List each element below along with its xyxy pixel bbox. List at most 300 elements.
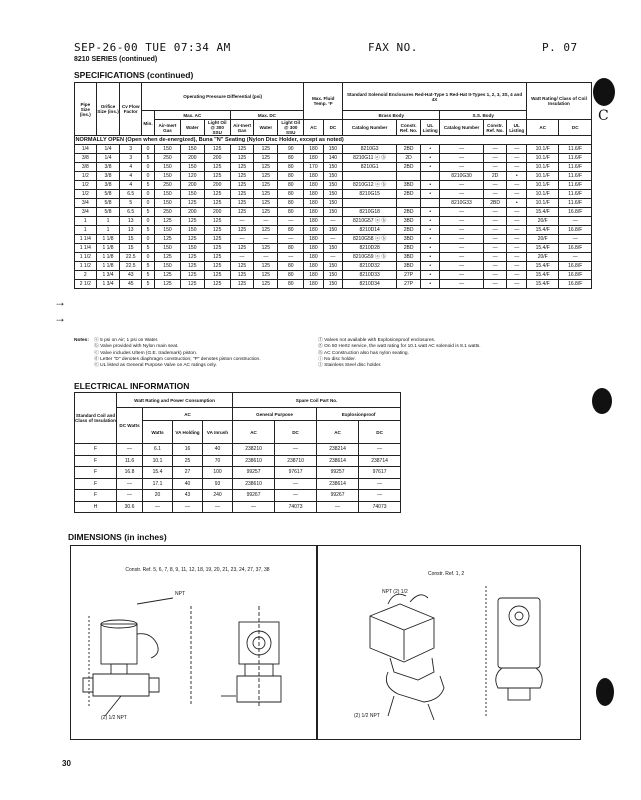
spec-cell: 20/F (526, 217, 558, 226)
col-ac-water: Water (180, 120, 204, 136)
spec-cell: 10.1/F (526, 181, 558, 190)
spec-cell: — (323, 253, 342, 262)
spec-cell: 8210D28 (343, 244, 397, 253)
spec-cell: — (254, 217, 278, 226)
spec-cell: • (420, 271, 439, 280)
spec-cell: — (440, 163, 483, 172)
elec-cell: 16 (173, 444, 203, 456)
spec-cell: 150 (180, 163, 204, 172)
spec-cell: 125 (204, 163, 230, 172)
spec-cell: 125 (230, 190, 254, 199)
spec-cell: 80 (278, 199, 304, 208)
spec-cell (420, 172, 439, 181)
spec-cell: 3 (120, 145, 142, 154)
elec-cell: 93 (203, 478, 233, 490)
elec-cell: 74073 (275, 501, 317, 513)
spec-cell: 180 (304, 244, 323, 253)
spec-cell: 3BD (397, 181, 421, 190)
spec-cell: • (507, 172, 527, 181)
spec-cell: 15.4/F (526, 280, 558, 289)
spec-cell: 180 (304, 145, 323, 154)
spec-cell: 15.4/F (526, 262, 558, 271)
spec-cell: • (420, 208, 439, 217)
spec-cell: 2 (75, 271, 97, 280)
right-dim-tag: NPT (2) 1/2 (382, 589, 408, 595)
spec-heading: SPECIFICATIONS (continued) (74, 70, 194, 80)
col-ul-listing: UL Listing (420, 120, 439, 136)
spec-cell: 15.4/F (526, 271, 558, 280)
spec-cell: 45 (120, 280, 142, 289)
spec-cell: • (420, 235, 439, 244)
spec-cell: 3BD (397, 235, 421, 244)
spec-cell: 200 (180, 154, 204, 163)
spec-cell: — (483, 244, 507, 253)
spec-cell: 125 (180, 199, 204, 208)
right-dim-label: (2) 1/2 NPT (354, 713, 380, 719)
spec-cell: 150 (180, 145, 204, 154)
spec-cell: 125 (254, 262, 278, 271)
spec-cell: 125 (254, 271, 278, 280)
spec-cell: 80 (278, 262, 304, 271)
spec-cell: 11.6/F (559, 199, 592, 208)
spec-cell: — (483, 208, 507, 217)
spec-cell: 150 (323, 244, 342, 253)
spec-cell: 20/F (526, 235, 558, 244)
spec-cell: 125 (254, 163, 278, 172)
spec-cell: 125 (204, 271, 230, 280)
note-item: ⓑ Valve provided with Nylon main seat. (94, 344, 179, 350)
elec-cell: 97617 (359, 467, 401, 479)
spec-cell: — (440, 235, 483, 244)
spec-cell: 150 (155, 199, 181, 208)
elec-cell: 238614 (317, 455, 359, 467)
spec-cell: 150 (323, 271, 342, 280)
spec-cell: 2BD (483, 199, 507, 208)
spec-cell: 3/8 (75, 154, 97, 163)
spec-cell: 6.5 (120, 190, 142, 199)
spec-cell: 125 (230, 208, 254, 217)
col-brass-body: Brass Body (343, 111, 440, 120)
spec-cell: — (440, 190, 483, 199)
spec-cell: 150 (155, 145, 181, 154)
arrow-marker-icon: → (54, 295, 66, 309)
spec-cell: 0 (142, 253, 155, 262)
spec-cell: 1 (96, 226, 120, 235)
spec-cell: 1 (75, 217, 97, 226)
spec-cell: 180 (304, 208, 323, 217)
spec-cell: 1 1/2 (75, 253, 97, 262)
elec-col-spare-coil: Spare Coil Part No. (233, 393, 401, 408)
spec-cell: 3BD (397, 262, 421, 271)
spec-cell: 150 (323, 262, 342, 271)
elec-cell: 40 (173, 478, 203, 490)
spec-cell: — (323, 235, 342, 244)
spec-cell: 1 1/8 (96, 244, 120, 253)
spec-cell: 8210G59 ⓐ ⓑ (343, 253, 397, 262)
spec-cell: — (278, 253, 304, 262)
elec-cell: 25 (173, 455, 203, 467)
spec-cell: 80 (278, 154, 304, 163)
elec-cell: 238714 (359, 455, 401, 467)
spec-cell: 11.6/F (559, 145, 592, 154)
spec-cell: 27P (397, 280, 421, 289)
spec-cell: 10.1/F (526, 145, 558, 154)
spec-cell: 125 (230, 172, 254, 181)
fax-date: SEP-26-00 TUE 07:34 AM (74, 41, 231, 54)
spec-cell: 125 (204, 262, 230, 271)
spec-row (75, 217, 592, 226)
spec-cell: 125 (204, 235, 230, 244)
page-number: 30 (62, 759, 71, 768)
spec-cell: 180 (304, 226, 323, 235)
elec-cell: 240 (203, 490, 233, 502)
spec-cell: 27P (397, 271, 421, 280)
spec-cell: — (507, 280, 527, 289)
spec-row (75, 271, 592, 280)
elec-col-gp-ac: AC (233, 421, 275, 444)
spec-cell: 180 (304, 154, 323, 163)
note-item: ⓔ UL listed as General Purpose Valve on AC ratings only. (94, 363, 217, 369)
spec-cell: — (559, 253, 592, 262)
spec-row (75, 190, 592, 199)
dimension-drawing-right (317, 545, 581, 740)
spec-cell: 5/8 (96, 208, 120, 217)
spec-cell (420, 199, 439, 208)
spec-cell: — (440, 280, 483, 289)
spec-cell: • (420, 244, 439, 253)
spec-cell: 1 (75, 226, 97, 235)
spec-cell: 3/8 (96, 181, 120, 190)
spec-cell: • (420, 145, 439, 154)
spec-cell: 80 (278, 163, 304, 172)
spec-cell: 125 (180, 235, 204, 244)
spec-cell: 150 (155, 226, 181, 235)
elec-cell: 16.8 (117, 467, 143, 479)
spec-cell: 5 (142, 244, 155, 253)
elec-cell: — (275, 478, 317, 490)
spec-cell: 2BD (397, 163, 421, 172)
binder-hole-top (593, 78, 615, 106)
spec-cell: 5 (142, 280, 155, 289)
elec-col-ex-dc: DC (359, 421, 401, 444)
spec-cell: 11.6/F (559, 190, 592, 199)
spec-cell: 5/8 (96, 190, 120, 199)
spec-cell: 125 (230, 280, 254, 289)
spec-cell: 1 3/4 (96, 280, 120, 289)
spec-cell: 1 1/2 (75, 262, 97, 271)
elec-cell: 97617 (275, 467, 317, 479)
elec-row (75, 501, 401, 513)
spec-cell: 125 (155, 280, 181, 289)
col-dc-air: Air-Inert Gas (230, 120, 254, 136)
spec-cell: — (483, 145, 507, 154)
spec-cell: — (440, 244, 483, 253)
spec-cell: 125 (230, 262, 254, 271)
spec-cell: 3/8 (96, 172, 120, 181)
series-heading: 8210 SERIES (continued) (74, 56, 158, 63)
spec-cell: 125 (204, 280, 230, 289)
spec-cell: • (420, 226, 439, 235)
spec-cell: — (507, 145, 527, 154)
spec-cell: — (507, 253, 527, 262)
spec-cell: — (507, 181, 527, 190)
binder-hole-middle (592, 388, 612, 414)
spec-cell: 150 (155, 190, 181, 199)
spec-cell: — (440, 271, 483, 280)
spec-cell: 0 (142, 172, 155, 181)
note-item: ⓕ Valves not available with Explosionproof enclosures. (318, 338, 436, 343)
spec-cell: 200 (180, 208, 204, 217)
spec-cell: 8210D32 (343, 262, 397, 271)
note-item: ⓐ 5 psi on Air; 1 psi on Water. (94, 338, 159, 343)
spec-cell: — (278, 217, 304, 226)
spec-cell: 8210G33 (440, 199, 483, 208)
spec-cell: 8210G12 ⓐ ⓑ (343, 181, 397, 190)
spec-cell: 5 (142, 154, 155, 163)
elec-cell: F (75, 490, 117, 502)
spec-cell: — (323, 217, 342, 226)
spec-row (75, 226, 592, 235)
spec-cell: 125 (204, 199, 230, 208)
spec-cell: — (507, 271, 527, 280)
section-title: NORMALLY OPEN (Open when de-energized), Buna "N" Seating (Nylon Disc Holder, except as noted) (75, 136, 592, 145)
elec-col-watts: Watts (143, 421, 173, 444)
spec-row (75, 145, 592, 154)
valve-drawing-left (71, 546, 316, 739)
elec-cell: — (143, 501, 173, 513)
elec-cell: — (117, 478, 143, 490)
spec-cell: 250 (155, 208, 181, 217)
elec-cell: 238610 (233, 455, 275, 467)
spec-cell: 8210G3 (343, 145, 397, 154)
spec-cell: 2BD (397, 145, 421, 154)
spec-cell: — (507, 208, 527, 217)
spec-cell: 180 (304, 172, 323, 181)
spec-cell: — (559, 235, 592, 244)
spec-cell: 8210G1 (343, 163, 397, 172)
spec-cell: 125 (204, 253, 230, 262)
spec-cell: 150 (323, 181, 342, 190)
spec-cell: 8210G11 ⓐ ⓑ (343, 154, 397, 163)
spec-cell: 140 (323, 154, 342, 163)
col-watt-dc: DC (559, 120, 592, 136)
spec-cell: 10.1/F (526, 163, 558, 172)
spec-cell: — (440, 208, 483, 217)
elec-cell: 27 (173, 467, 203, 479)
spec-cell: 125 (254, 226, 278, 235)
constr-ref-left: Constr. Ref. 5, 6, 7, 8, 9, 11, 12, 18, 19, 20, 21, 23, 24, 27, 37, 38 (125, 567, 270, 573)
spec-cell: — (230, 235, 254, 244)
spec-cell: 125 (254, 244, 278, 253)
elec-cell: — (359, 478, 401, 490)
spec-row (75, 154, 592, 163)
specifications-table (74, 82, 592, 289)
elec-row (75, 455, 401, 467)
elec-cell: 70 (203, 455, 233, 467)
spec-cell: 2BD (397, 244, 421, 253)
notes-left (94, 338, 314, 369)
spec-cell: 125 (254, 181, 278, 190)
dimensions-heading: DIMENSIONS (in inches) (68, 532, 167, 542)
spec-cell: 5 (142, 271, 155, 280)
spec-cell: 1/4 (96, 154, 120, 163)
spec-cell: 125 (180, 280, 204, 289)
note-item: ⓒ Valve includes Ultem (G.E. trademark) piston. (94, 350, 198, 356)
spec-cell: 125 (180, 217, 204, 226)
spec-cell: — (483, 271, 507, 280)
spec-cell: 125 (204, 145, 230, 154)
spec-cell: — (440, 145, 483, 154)
spec-cell: 8210G30 (440, 172, 483, 181)
elec-col-va-holding: VA Holding (173, 421, 203, 444)
spec-cell: 1/4 (75, 145, 97, 154)
spec-cell: • (420, 190, 439, 199)
elec-cell: 238214 (317, 444, 359, 456)
spec-cell: — (254, 235, 278, 244)
spec-cell: • (420, 262, 439, 271)
spec-cell: 125 (230, 271, 254, 280)
electrical-table (74, 392, 401, 513)
spec-cell: 125 (204, 226, 230, 235)
spec-cell: 15 (120, 244, 142, 253)
spec-cell: 3/8 (96, 163, 120, 172)
spec-cell: 10.1/F (526, 154, 558, 163)
spec-cell: 4 (120, 163, 142, 172)
spec-cell: 1/2 (75, 190, 97, 199)
spec-cell: 0 (142, 217, 155, 226)
spec-cell: 125 (254, 154, 278, 163)
spec-cell: 150 (323, 190, 342, 199)
spec-cell: 150 (323, 145, 342, 154)
spec-cell: 15.4/F (526, 208, 558, 217)
spec-cell: — (483, 235, 507, 244)
spec-cell: 125 (230, 154, 254, 163)
spec-cell: 80 (278, 271, 304, 280)
spec-cell: — (278, 235, 304, 244)
spec-cell: 5 (120, 199, 142, 208)
spec-cell: 15 (120, 235, 142, 244)
spec-cell: 125 (230, 199, 254, 208)
note-item: ⓙ Stainless Steel disc holder. (318, 363, 382, 369)
spec-cell: — (230, 217, 254, 226)
spec-cell: 150 (323, 172, 342, 181)
spec-row (75, 172, 592, 181)
elec-cell: — (117, 444, 143, 456)
spec-cell: 13 (120, 217, 142, 226)
spec-cell: — (507, 235, 527, 244)
spec-cell (343, 199, 397, 208)
spec-cell: — (230, 253, 254, 262)
elec-cell: — (359, 444, 401, 456)
spec-cell: — (483, 190, 507, 199)
spec-cell (397, 199, 421, 208)
elec-cell: H (75, 501, 117, 513)
spec-cell: — (483, 226, 507, 235)
spec-cell: 125 (230, 181, 254, 190)
elec-cell: 10.1 (143, 455, 173, 467)
elec-cell: 238210 (233, 444, 275, 456)
spec-cell: 180 (304, 253, 323, 262)
col-cv-flow: Cv Flow Factor (120, 83, 142, 136)
col-ac-air: Air-Inert Gas (155, 120, 181, 136)
spec-cell: 0 (142, 199, 155, 208)
elec-cell: — (173, 501, 203, 513)
spec-cell: 2 1/2 (75, 280, 97, 289)
spec-cell: 3/4 (75, 208, 97, 217)
spec-row (75, 253, 592, 262)
elec-cell: 6.1 (143, 444, 173, 456)
spec-cell: 5/8 (96, 199, 120, 208)
elec-row (75, 444, 401, 456)
spec-cell: 22.5 (120, 253, 142, 262)
elec-cell: 11.6 (117, 455, 143, 467)
spec-cell: 3/8 (75, 163, 97, 172)
spec-cell: — (440, 154, 483, 163)
spec-cell: 8210D14 (343, 226, 397, 235)
elec-cell: — (317, 501, 359, 513)
spec-cell: 11.6/F (559, 181, 592, 190)
spec-cell: 125 (230, 145, 254, 154)
elec-cell: F (75, 478, 117, 490)
spec-cell: 13 (120, 226, 142, 235)
spec-cell: 200 (204, 208, 230, 217)
spec-cell: — (440, 226, 483, 235)
spec-cell: 11.6/F (559, 154, 592, 163)
spec-cell: — (483, 262, 507, 271)
spec-cell: 80 (278, 208, 304, 217)
spec-cell: 125 (155, 235, 181, 244)
col-ac-light-oil: Light Oil @ 300 SSU (204, 120, 230, 136)
spec-cell: 125 (204, 244, 230, 253)
spec-cell: 1/4 (96, 145, 120, 154)
spec-cell: — (440, 262, 483, 271)
spec-cell: 15.4/F (526, 244, 558, 253)
spec-cell: 125 (180, 271, 204, 280)
spec-cell: 3BD (397, 253, 421, 262)
spec-cell: 80 (278, 226, 304, 235)
col-min: Min. (142, 111, 155, 136)
col-operating-pressure: Operating Pressure Differential (psi) (142, 83, 304, 111)
spec-cell: 10.1/F (526, 199, 558, 208)
elec-col-watt-rating: Watt Rating and Power Consumption (117, 393, 233, 408)
spec-cell: • (420, 280, 439, 289)
spec-cell: 180 (304, 262, 323, 271)
notes-right (318, 338, 588, 369)
spec-cell: 3BD (397, 217, 421, 226)
elec-cell: 238610 (233, 478, 275, 490)
spec-cell: 125 (254, 172, 278, 181)
spec-cell: 150 (155, 163, 181, 172)
elec-cell: — (359, 490, 401, 502)
col-standard-enclosures: Standard Solenoid Enclosures Red-Hat-Type 1 Red-Hat II-Types 1, 2, 3, 3S, 4 and 4X (343, 83, 527, 111)
spec-cell: 8210D34 (343, 280, 397, 289)
spec-cell: 0 (142, 190, 155, 199)
spec-cell: 125 (230, 163, 254, 172)
note-item: ⓘ No disc holder. (318, 356, 356, 362)
spec-cell: 4 (120, 172, 142, 181)
spec-cell: 8210D33 (343, 271, 397, 280)
elec-cell: 30.6 (117, 501, 143, 513)
spec-cell: 43 (120, 271, 142, 280)
spec-cell: 250 (155, 181, 181, 190)
elec-col-gp-dc: DC (275, 421, 317, 444)
spec-cell: 1 1/8 (96, 262, 120, 271)
elec-cell: F (75, 467, 117, 479)
spec-cell: 15.4/F (526, 226, 558, 235)
spec-cell: 2BD (397, 226, 421, 235)
spec-cell: 1 3/4 (96, 271, 120, 280)
elec-cell: 100 (203, 467, 233, 479)
